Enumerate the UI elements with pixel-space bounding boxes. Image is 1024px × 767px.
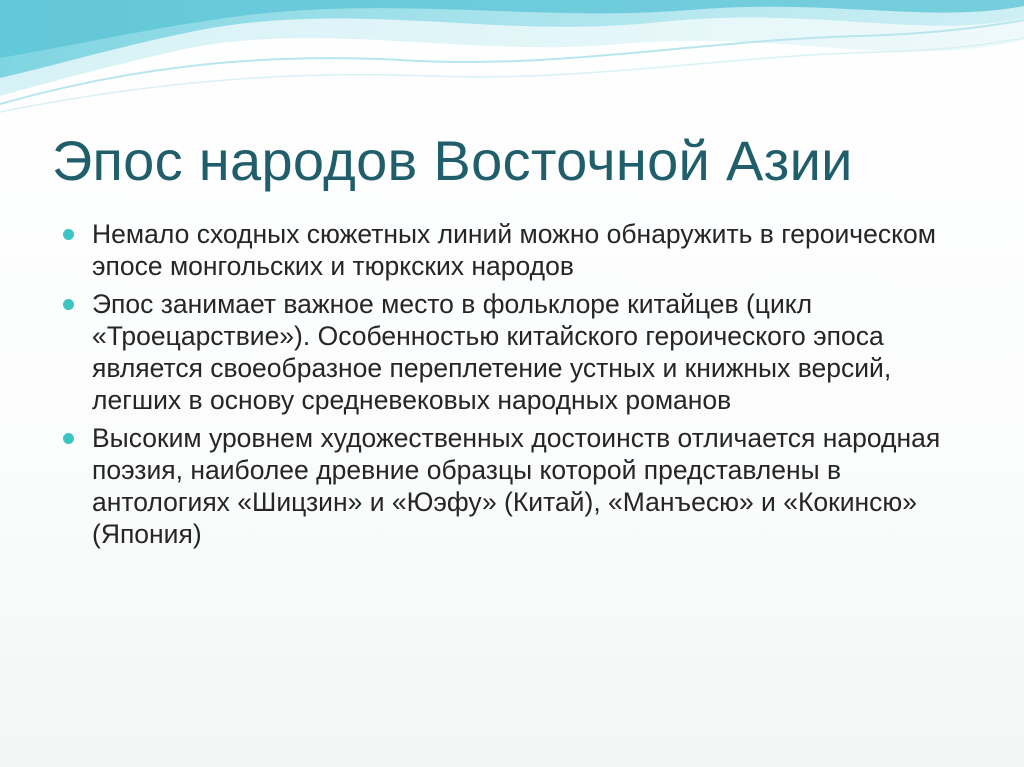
- slide-title: Эпос народов Восточной Азии: [52, 129, 853, 192]
- bullet-item: [60, 218, 980, 282]
- bullet-item: [60, 288, 980, 416]
- bullet-text: Эпос занимает важное место в фольклоре китайцев (цикл «Троецарствие»). Особенностью китайского героического эпоса является своеобразное переплетение устных и книжных версий, легших в основу средневековых народных романов: [92, 289, 892, 415]
- bullet-dot-icon: [63, 229, 74, 240]
- wave-decoration: [0, 0, 1024, 140]
- bullet-text: Немало сходных сюжетных линий можно обнаружить в героическом эпосе монгольских и тюркских народов: [92, 219, 936, 281]
- bullet-dot-icon: [63, 299, 74, 310]
- bullet-list: [60, 218, 980, 556]
- bullet-dot-icon: [63, 433, 74, 444]
- bullet-text: Высоким уровнем художественных достоинств отличается народная поэзия, наиболее древние образцы которой представлены в антологиях «Шицзин» и «Юэфу» (Китай), «Манъесю» и «Кокинсю» (Япония): [92, 423, 941, 549]
- bullet-item: [60, 422, 980, 550]
